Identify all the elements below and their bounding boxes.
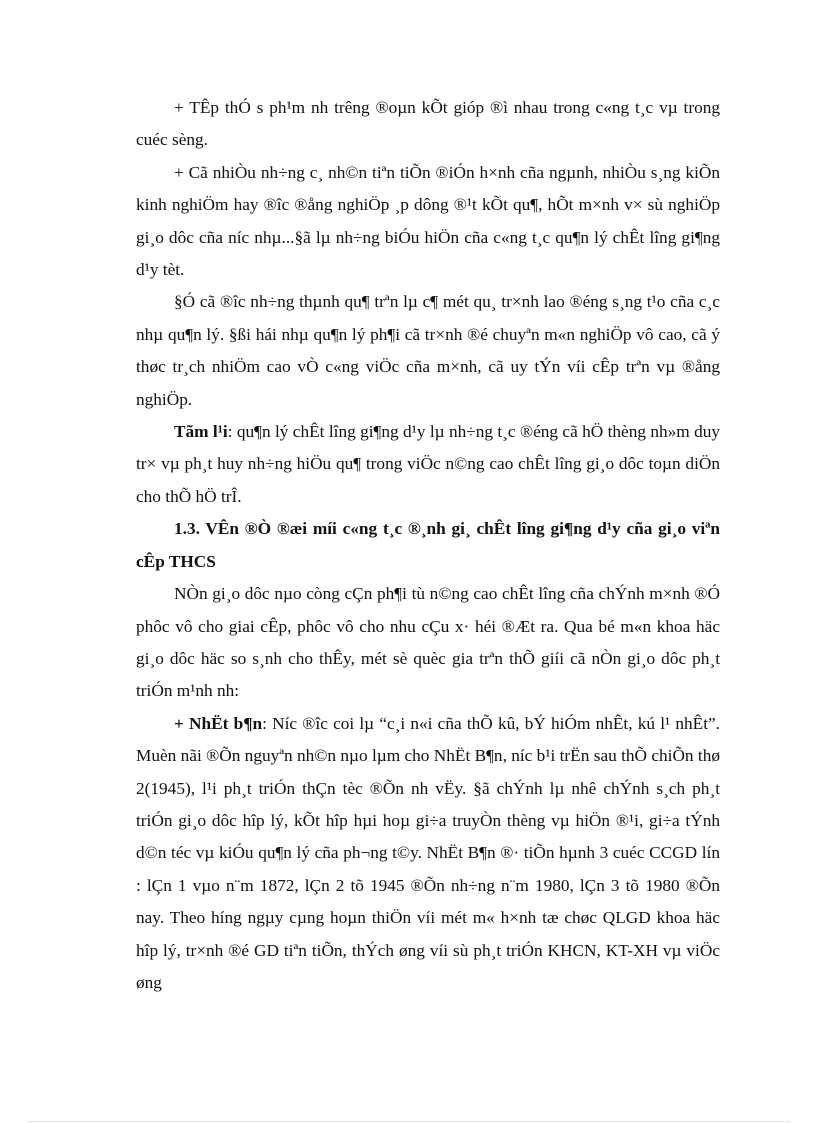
page-bottom-divider xyxy=(28,1121,790,1122)
japan-lead: + NhËt b¶n xyxy=(174,713,263,733)
summary-lead: Tãm l¹i xyxy=(174,422,228,442)
japan-text: : Níc ®îc coi lµ “c¸i n«i cña thÕ kû, bÝ hiÓm nhÊt, kú l¹ nhÊt”. Muèn nãi ®Õn nguyªn nh©n nµo lµm cho NhËt B¶n, níc b¹i trËn sau thÕ chiÕn thø 2(1945), l¹i ph¸t triÓn thÇn tèc ®Õn nh vËy. §ã chÝnh lµ nhê chÝnh s¸ch ph¸t triÓn gi¸o dôc hîp lý, kÕt hîp hµi hoµ gi÷a truyÒn thèng vµ hiÖn ®¹i, gi÷a tÝnh d©n téc vµ kiÓu qu¶n lý cña ph¬ng t©y. NhËt B¶n ®· tiÕn hµnh 3 cuéc CCGD lín : lÇn 1 vµo n¨m 1872, lÇn 2 tõ 1945 ®Õn nh÷ng n¨m 1980, lÇn 3 tõ 1980 ®Õn nay. Theo híng ngµy cµng hoµn thiÖn víi mét m« h×nh tæ chøc QLGD khoa häc hîp lý, tr×nh ®é GD tiªn tiÕn, thÝch øng víi sù ph¸t triÓn KHCN, KT-XH vµ viÖc øng xyxy=(136,713,720,992)
paragraph-japan xyxy=(136,708,720,1000)
paragraph-achievements: §Ó cã ®îc nh÷ng thµnh qu¶ trªn lµ c¶ mét qu¸ tr×nh lao ®éng s¸ng t¹o cña c¸c nhµ qu¶n lý. §ßi hái nhµ qu¶n lý ph¶i cã tr×nh ®é chuyªn m«n nghiÖp vô cao, cã ý thøc tr¸ch nhiÖm cao vÒ c«ng viÖc cña m×nh, cã uy tÝn víi cÊp trªn vµ ®ång nghiÖp. xyxy=(136,292,720,409)
paragraph-teamwork: + TÊp thÓ s ph¹m nh trêng ®oµn kÕt gióp ®ì nhau trong c«ng t¸c vµ trong cuéc sèng. xyxy=(136,98,720,150)
paragraph-summary xyxy=(136,416,720,513)
summary-text: : qu¶n lý chÊt lîng gi¶ng d¹y lµ nh÷ng t¸c ®éng cã hÖ thèng nh»m duy tr× vµ ph¸t huy nh÷ng hiÖu qu¶ trong viÖc n©ng cao chÊt lîng gi¸o dôc toµn diÖn cho thÕ hÖ trÎ. xyxy=(136,422,720,506)
paragraph-exemplary-individuals: + Cã nhiÒu nh÷ng c¸ nh©n tiªn tiÕn ®iÓn h×nh cña ngµnh, nhiÒu s¸ng kiÕn kinh nghiÖm hay ®îc ®ång nghiÖp ¸p dông ®¹t kÕt qu¶, hÕt m×nh v× sù nghiÖp gi¸o dôc cña níc nhµ...§ã lµ nh÷ng biÓu hiÖn cña c«ng t¸c qu¶n lý chÊt lîng gi¶ng d¹y tèt. xyxy=(136,162,720,280)
document-page xyxy=(136,92,720,999)
paragraph-education-quality: NÒn gi¸o dôc nµo còng cÇn ph¶i tù n©ng cao chÊt lîng cña chÝnh m×nh ®Ó phôc vô cho giai cÊp, phôc vô cho nhu cÇu x· héi ®Æt ra. Qua bé m«n khoa häc gi¸o dôc häc so s¸nh cho thÊy, mét sè quèc gia trªn thÕ giíi cã nÒn gi¸o dôc ph¸t triÓn m¹nh nh: xyxy=(136,584,720,701)
section-heading-1-3: 1.3. VÊn ®Ò ®æi míi c«ng t¸c ®¸nh gi¸ chÊt lîng gi¶ng d¹y cña gi¸o viªn cÊp THCS xyxy=(136,519,720,571)
